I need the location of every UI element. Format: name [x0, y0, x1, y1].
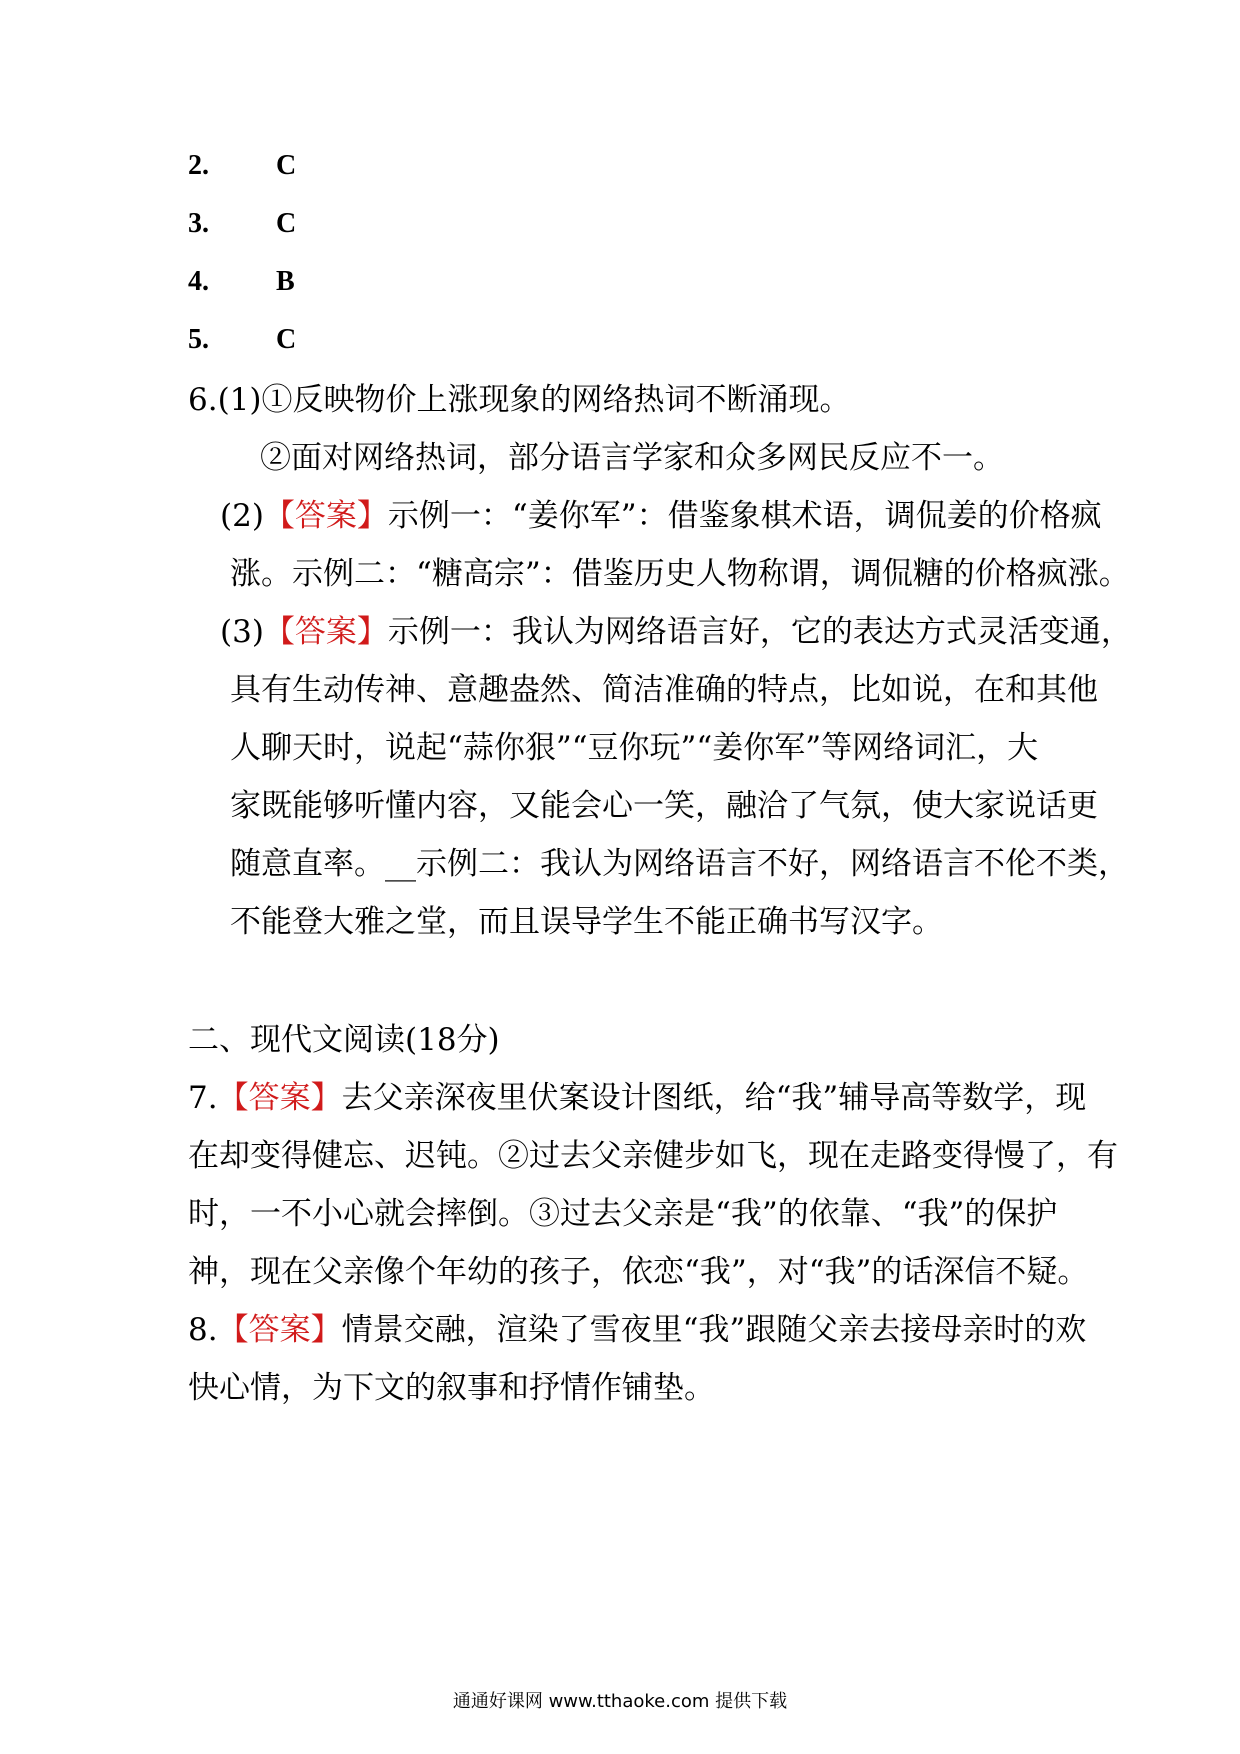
q6-part2-line2: 涨。示例二：“糖高宗”：借鉴历史人物称谓，调侃糖的价格疯涨。: [230, 556, 1130, 592]
q6-part3-line1: [220, 612, 1132, 652]
q6-part3-prefix: (3): [220, 614, 264, 650]
answer-tag: 【答案】: [217, 1080, 342, 1116]
q6-part3-line3: 人聊天时，说起“蒜你狠”“豆你玩”“姜你军”等网络词汇，大: [230, 730, 1039, 766]
q6-part3-line2: 具有生动传神、意趣盎然、简洁准确的特点，比如说，在和其他: [230, 672, 1098, 708]
answer-letter: B: [276, 266, 295, 297]
q7-line2: 在却变得健忘、迟钝。②过去父亲健步如飞，现在走路变得慢了，有: [188, 1138, 1118, 1174]
answer-letter: C: [276, 150, 297, 181]
q6-part3-line4: 家既能够听懂内容，又能会心一笑，融洽了气氛，使大家说话更: [230, 788, 1098, 824]
question-number: 4.: [188, 266, 209, 297]
q8-text: 情景交融，渲染了雪夜里“我”跟随父亲去接母亲时的欢: [341, 1312, 1087, 1348]
q8-line2: 快心情，为下文的叙事和抒情作铺垫。: [188, 1370, 715, 1406]
footer-credit: 通通好课网 www.tthaoke.com 提供下载: [452, 1691, 788, 1712]
q7-prefix: 7.: [188, 1080, 218, 1116]
q8-line1: [188, 1310, 1086, 1350]
answer-tag: 【答案】: [263, 614, 388, 650]
q6-part3-text: 示例一：我认为网络语言好，它的表达方式灵活变通，: [387, 614, 1132, 650]
question-number: 3.: [188, 208, 209, 239]
q7-line1: [188, 1078, 1086, 1118]
answer-tag: 【答案】: [217, 1312, 342, 1348]
q6-part2-line1: [220, 496, 1102, 536]
answer-letter: C: [276, 324, 297, 355]
q7-line4: 神，现在父亲像个年幼的孩子，依恋“我”，对“我”的话深信不疑。: [188, 1254, 1089, 1290]
question-number: 5.: [188, 324, 209, 355]
answer-letter: C: [276, 208, 297, 239]
answer-tag: 【答案】: [263, 498, 388, 534]
q6-part1-line2: ②面对网络热词，部分语言学家和众多网民反应不一。: [260, 440, 1004, 476]
q8-prefix: 8.: [188, 1312, 218, 1348]
q6-part2-text: 示例一：“姜你军”：借鉴象棋术语，调侃姜的价格疯: [387, 498, 1102, 534]
q7-text: 去父亲深夜里伏案设计图纸，给“我”辅导高等数学，现: [341, 1080, 1087, 1116]
q6-part3-line5: 随意直率。__示例二：我认为网络语言不好，网络语言不伦不类，: [230, 846, 1129, 882]
q7-line3: 时，一不小心就会摔倒。③过去父亲是“我”的依靠、“我”的保护: [188, 1196, 1058, 1232]
q6-part2-prefix: (2): [220, 498, 264, 534]
q6-part1-line1: 6.(1)①反映物价上涨现象的网络热词不断涌现。: [188, 382, 851, 418]
section-heading: 二、现代文阅读(18分): [188, 1022, 500, 1058]
question-number: 2.: [188, 150, 209, 181]
q6-part3-line6: 不能登大雅之堂，而且误导学生不能正确书写汉字。: [230, 904, 943, 940]
